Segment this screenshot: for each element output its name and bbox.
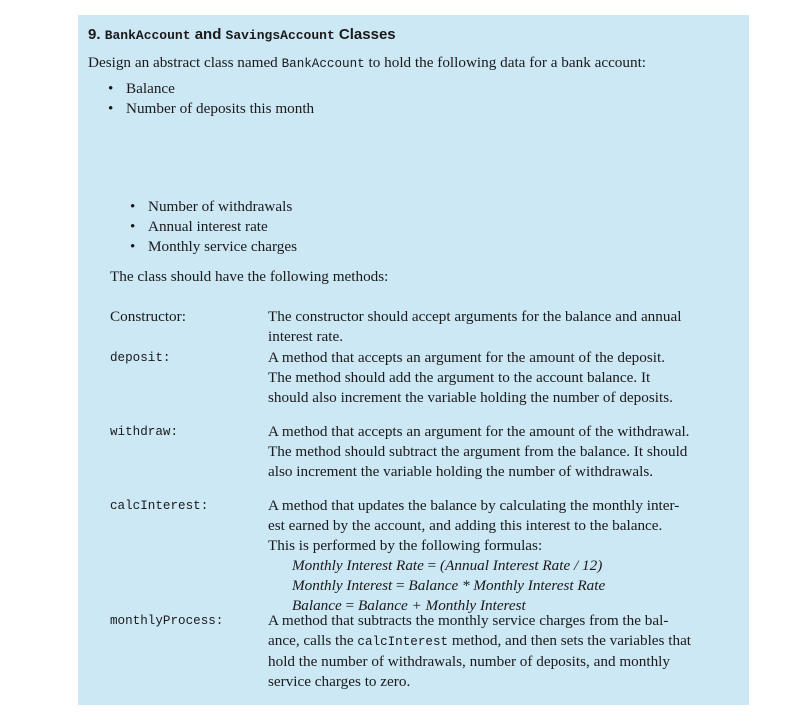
description-line: This is performed by the following formulas:: [268, 537, 543, 554]
formula-right: (Annual Interest Rate / 12): [440, 557, 603, 574]
method-description: [268, 348, 738, 408]
formula-operator: =: [345, 597, 355, 614]
list-item: • Number of deposits this month: [108, 99, 314, 119]
methods-intro: The class should have the following methods:: [110, 268, 389, 285]
description-line: should also increment the variable holding the number of deposits.: [268, 389, 673, 406]
method-term: calcInterest:: [110, 499, 209, 513]
method-description: [268, 307, 738, 347]
description-line: The method should add the argument to the account balance. It: [268, 369, 651, 386]
method-description: [268, 611, 738, 692]
method-term: monthlyProcess:: [110, 614, 224, 628]
formula-monthly-interest: [268, 576, 738, 596]
description-line: The constructor should accept arguments for the balance and annual: [268, 308, 682, 325]
data-items-list-top: [108, 79, 314, 119]
description-fragment: method, and then sets the variables that: [448, 632, 692, 649]
intro-after: to hold the following data for a bank account:: [368, 54, 647, 71]
formula-left: Monthly Interest Rate: [292, 557, 424, 574]
method-term: deposit:: [110, 351, 171, 365]
exercise-heading: [88, 25, 396, 46]
formula-operator: =: [396, 577, 405, 594]
list-item: • Monthly service charges: [130, 237, 297, 257]
description-fragment: ance, calls the: [268, 632, 358, 649]
description-line: A method that subtracts the monthly service charges from the bal-: [268, 612, 669, 629]
description-line: service charges to zero.: [268, 673, 411, 690]
list-item: • Annual interest rate: [130, 217, 297, 237]
formula-operator: =: [427, 557, 437, 574]
description-line: [268, 631, 738, 652]
description-line: hold the number of withdrawals, number of deposits, and monthly: [268, 653, 670, 670]
exercise-panel: [78, 15, 749, 705]
description-line: est earned by the account, and adding this interest to the balance.: [268, 517, 663, 534]
list-item: • Number of withdrawals: [130, 197, 297, 217]
description-line: The method should subtract the argument from the balance. It should: [268, 443, 688, 460]
data-items-list-bottom: [130, 197, 297, 257]
code-ref-calcinterest: calcInterest: [357, 635, 449, 649]
list-item: • Balance: [108, 79, 314, 99]
exercise-number: 9.: [88, 26, 101, 43]
formula-left: Balance: [292, 597, 342, 614]
method-description: [268, 496, 738, 616]
formula-right: Balance * Monthly Interest Rate: [408, 577, 606, 594]
heading-class-savingsaccount: SavingsAccount: [225, 28, 335, 43]
heading-class-bankaccount: BankAccount: [104, 28, 191, 43]
description-line: interest rate.: [268, 328, 344, 345]
description-line: A method that accepts an argument for the amount of the withdrawal.: [268, 423, 690, 440]
method-description: [268, 422, 738, 482]
intro-class-name: BankAccount: [281, 57, 365, 71]
description-line: A method that accepts an argument for the amount of the deposit.: [268, 349, 666, 366]
intro-before: Design an abstract class named: [88, 54, 278, 71]
formula-left: Monthly Interest: [292, 577, 393, 594]
formula-right: Balance + Monthly Interest: [357, 597, 526, 614]
heading-suffix: Classes: [338, 26, 396, 43]
formula-monthly-interest-rate: [268, 556, 738, 576]
heading-and: and: [194, 26, 222, 43]
description-line: also increment the variable holding the number of withdrawals.: [268, 463, 654, 480]
method-term: withdraw:: [110, 425, 179, 439]
description-line: A method that updates the balance by calculating the monthly inter-: [268, 497, 680, 514]
intro-paragraph: [88, 53, 646, 74]
method-term: Constructor:: [110, 308, 186, 325]
